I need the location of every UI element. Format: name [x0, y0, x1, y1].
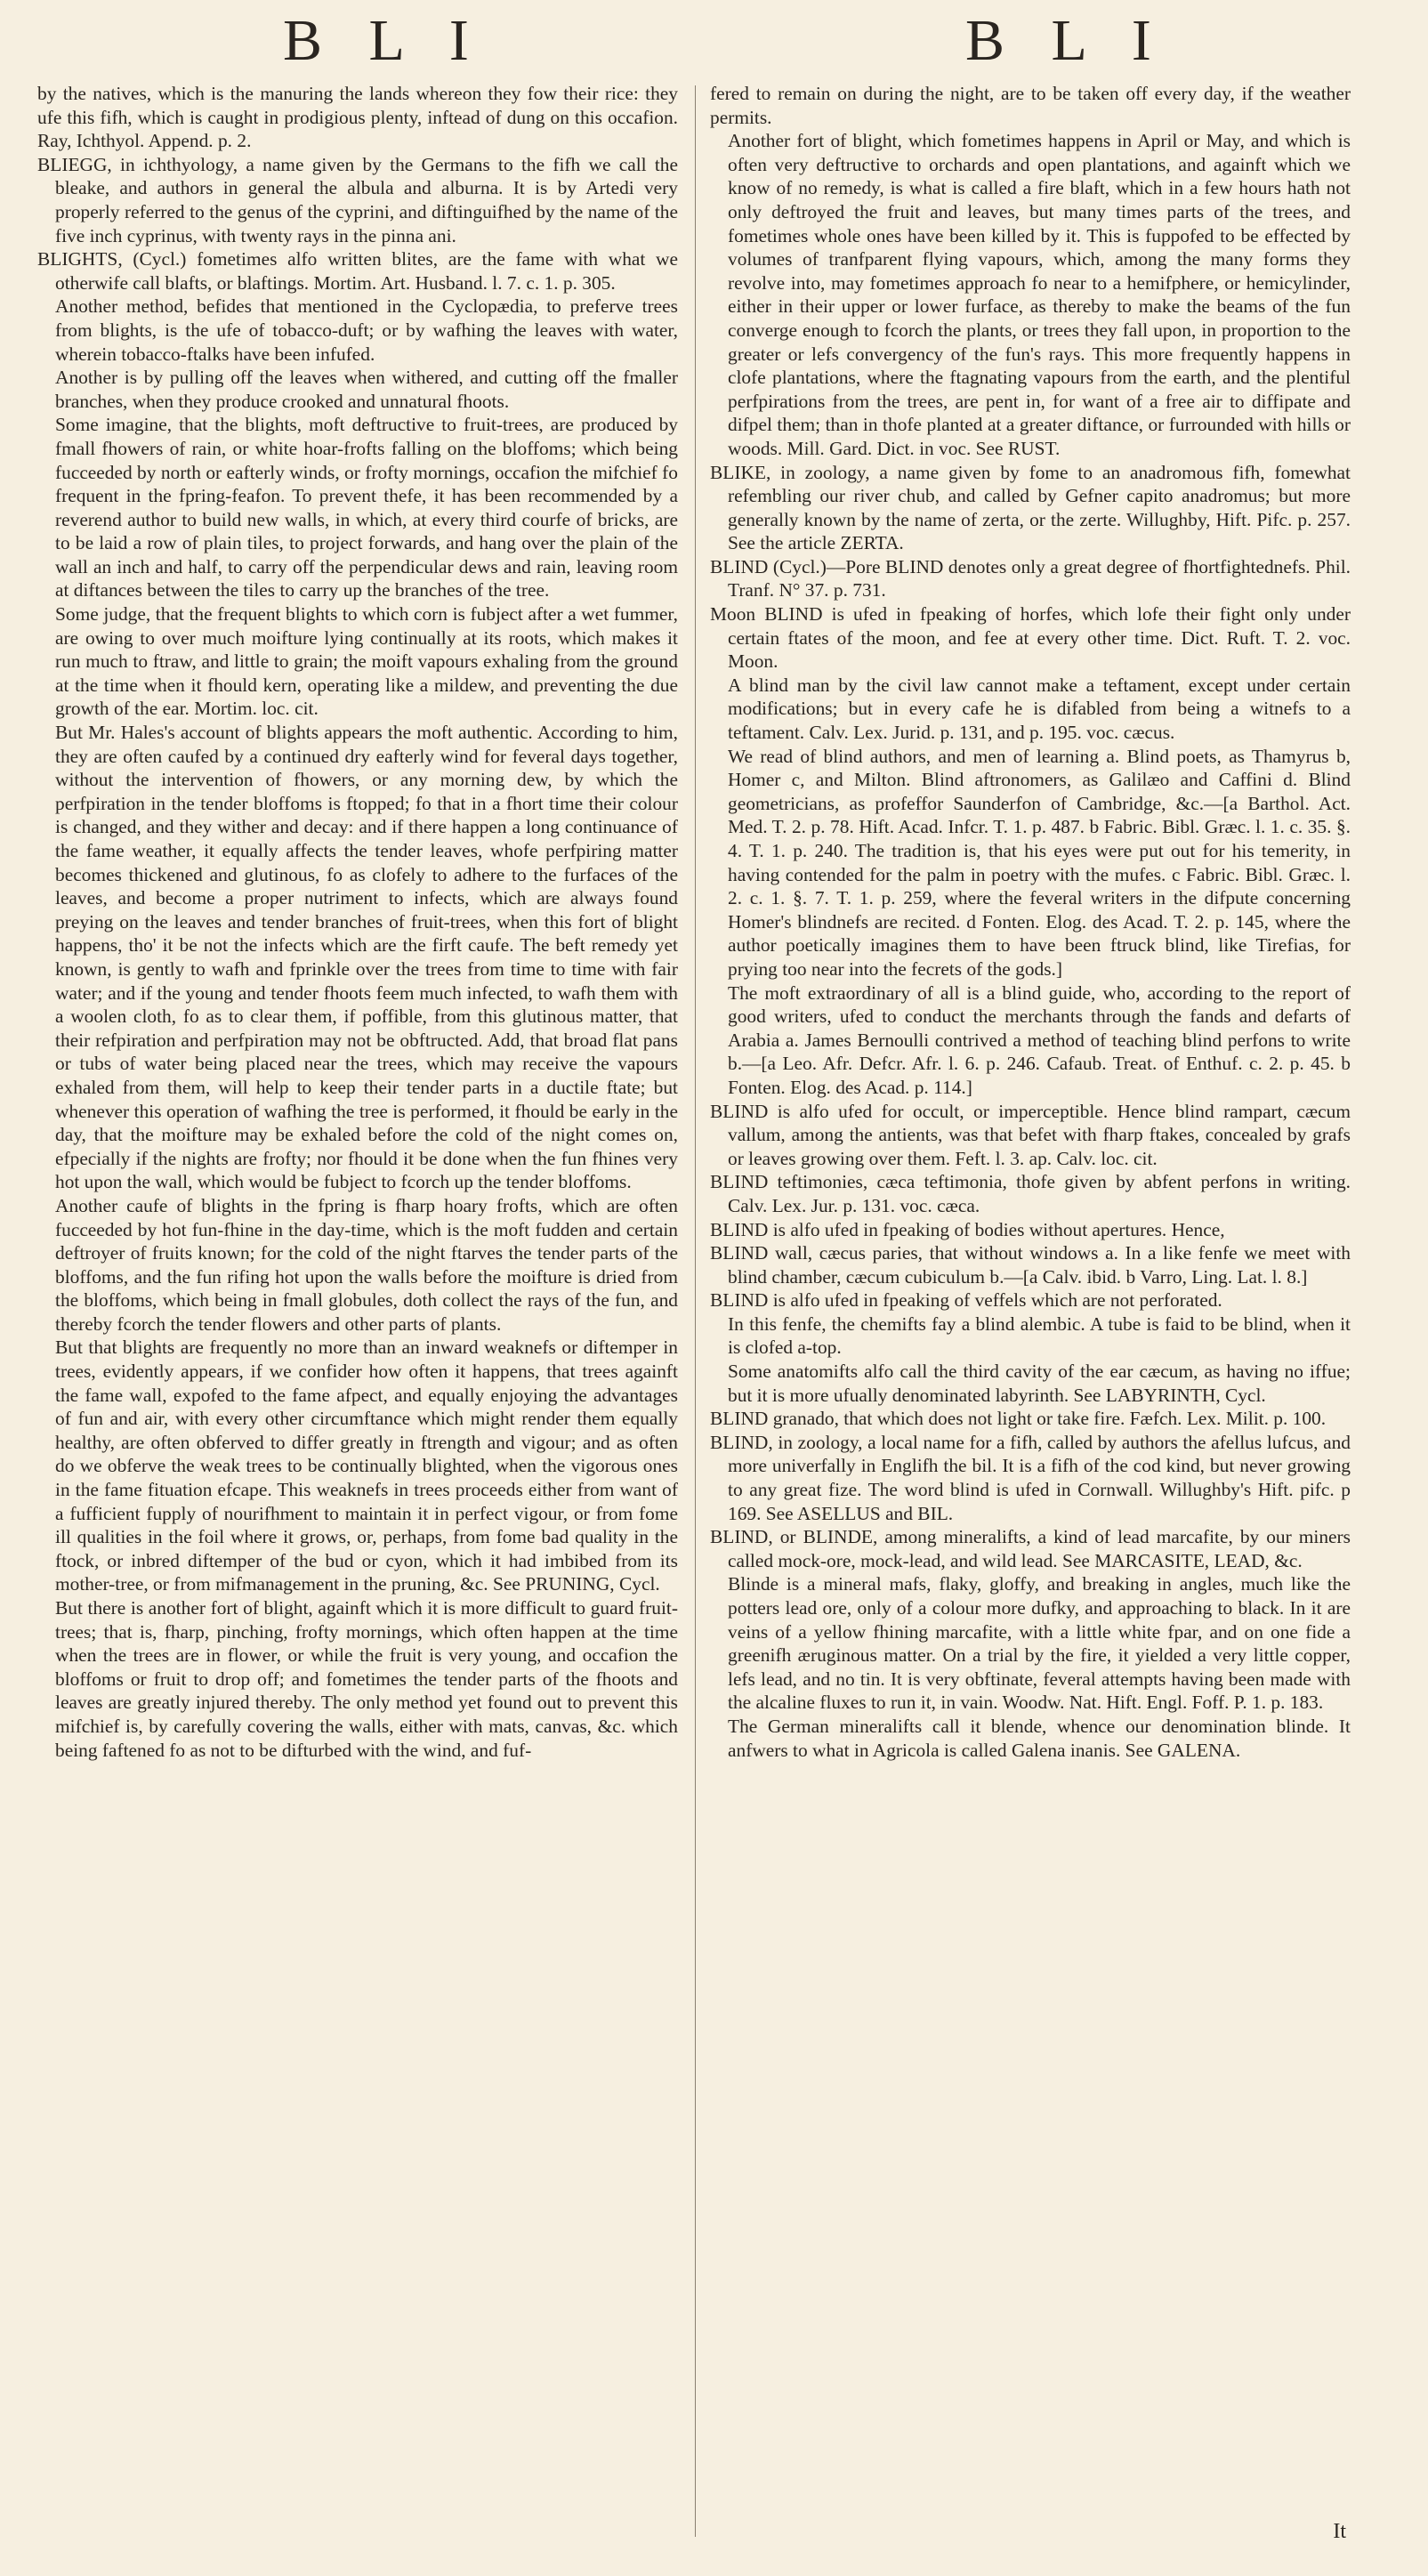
right-column [710, 82, 1351, 2533]
entry-bliegg: BLIEGG, in ichthyology, a name given by the Germans to the fifh we call the bleake, and authors in general the albula and alburna. It is by Artedi very properly referred to the genus of the cyprini, and diftinguifhed by the name of the five inch cyprinus, with twenty rays in the pinna ani. [37, 153, 678, 246]
entry-blind-bodies: BLIND is alfo ufed in fpeaking of bodies without apertures. Hence, [710, 1218, 1225, 1240]
paragraph: Another caufe of blights in the fpring is fharp hoary frofts, which are often fucceeded by hot fun-fhine in the day-time, which is the moft fudden and certain deftroyer of fruits known; for the cold of the night ftarves the tender parts of the bloffoms, and the fun rifing hot upon the walls before the moifture is dried from the bloffoms, which being in fmall globules, doth collect the rays of the fun, and thereby fcorch the tender flowers and other parts of plants. [55, 1194, 678, 1335]
paragraph: But there is another fort of blight, againft which it is more difficult to guard fruit-trees; that is, fharp, pinching, frofty mornings, which often happen at the time when the trees are in flower, or while the fruit is very young, and occafion the bloffoms or fruit to drop off; and fometimes the tender parts of the fhoots and leaves are greatly injured thereby. The only method yet found out to prevent this mifchief is, by carefully covering the walls, either with mats, canvas, &c. which being faftened fo as not to be difturbed with the wind, and fuf- [55, 1597, 678, 1761]
paragraph: The German mineralifts call it blende, whence our denomination blinde. It anfwers to what in Agricola is called Galena inanis. See GALENA. [728, 1715, 1351, 1761]
entry-blike: BLIKE, in zoology, a name given by fome to an anadromous fifh, fomewhat refembling our river chub, and called by Gefner capito anadromus; but more generally known by the name of zerta, or the zerte. Willughby, Hift. Pifc. p. 257. See the article ZERTA. [710, 461, 1351, 554]
paragraph: by the natives, which is the manuring the lands whereon they fow their rice: they ufe this fifh, which is caught in prodigious plenty, inftead of dung on this occafion. Ray, Ichthyol. Append. p. 2. [37, 83, 678, 152]
paragraph: The moft extraordinary of all is a blind guide, who, according to the report of good writers, ufed to conduct the merchants through the fands and defarts of Arabia a. James Bernoulli contrived a method of teaching blind perfons to write b.—[a Leo. Afr. Defcr. Afr. l. 6. p. 246. Cafaub. Treat. of Enthuf. c. 2. p. 45. b Fonten. Elog. des Acad. p. 114.] [728, 981, 1351, 1098]
entry-blind-zoology: BLIND, in zoology, a local name for a fifh, called by authors the afellus lufcus, and more univerfally in Englifh the bil. It is a fifh of the cod kind, but never growing to any great fize. The word blind is ufed in Cornwall. Willughby's Hift. pifc. p 169. See ASELLUS and BIL. [710, 1431, 1351, 1524]
paragraph: Another fort of blight, which fometimes happens in April or May, and which is often very deftructive to orchards and open plantations, and againft which we know of no remedy, is what is called a fire blaft, which in a few hours hath not only deftroyed the fruit and leaves, but many times parts of the trees, and fometimes whole ones have been killed by it. This is fuppofed to be effected by volumes of tranfparent flying vapours, which, among the many forms they revolve into, may fometimes approach fo near to a hemifphere, or hemicylinder, either in their upper or lower furface, as thereby to make the beams of the fun converge enough to fcorch the plants, or trees they fall upon, in proportion to the greater or lefs convergency of the fun's rays. This more frequently happens in clofe plantations, where the ftagnating vapours from the earth, and the plentiful perfpirations from the trees, are pent in, for want of a free air to diffipate and difpel them; than in thofe planted at a greater diftance, or furrounded with hills or woods. Mill. Gard. Dict. in voc. See RUST. [728, 130, 1351, 459]
entry-moon-blind: Moon BLIND is ufed in fpeaking of horfes, which lofe their fight only under certain ftates of the moon, and fee at every other time. Dict. Ruft. T. 2. voc. Moon. [710, 603, 1351, 673]
paragraph: Another method, befides that mentioned in the Cyclopædia, to preferve trees from blights, is the ufe of tobacco-duft; or by wafhing the leaves with water, wherein tobacco-ftalks have been infufed. [55, 295, 678, 365]
paragraph: We read of blind authors, and men of learning a. Blind poets, as Thamyrus b, Homer c, and Milton. Blind aftronomers, as Galilæo and Caffini d. Blind geometricians, as profeffor Saunderfon of Cambridge, &c.—[a Barthol. Act. Med. T. 2. p. 78. Hift. Acad. Infcr. T. 1. p. 487. b Fabric. Bibl. Græc. l. 1. c. 35. §. 4. T. 1. p. 240. The tradition is, that his eyes were put out for his temerity, in having contended for the palm in poetry with the mufes. c Fabric. Bibl. Græc. l. 2. c. 1. §. 7. T. 1. p. 259, where the feveral writers in the difpute concerning Homer's blindnefs are recited. d Fonten. Elog. des Acad. T. 2. p. 145, where the author poetically imagines them to have been ftruck blind, like Tirefias, for prying too near into the fecrets of the gods.] [728, 745, 1351, 980]
header-left-word: B L I [283, 8, 485, 73]
header-right-word: B L I [965, 8, 1167, 73]
paragraph: Some judge, that the frequent blights to which corn is fubject after a wet fummer, are owing to over much moifture lying continually at its roots, which makes it run much to ftraw, and little to grain; the moift vapours exhaling from the ground at the time when it fhould kern, operating like a mildew, and preventing the due growth of the ear. Mortim. loc. cit. [55, 603, 678, 720]
entry-blights: BLIGHTS, (Cycl.) fometimes alfo written blites, are the fame with what we otherwife call blafts, or blaftings. Mortim. Art. Husband. l. 7. c. 1. p. 305. [37, 248, 678, 294]
entry-blind-wall: BLIND wall, cæcus paries, that without windows a. In a like fenfe we meet with blind chamber, cæcum cubiculum b.—[a Calv. ibid. b Varro, Ling. Lat. l. 8.] [710, 1242, 1351, 1288]
column-divider [695, 85, 696, 2537]
entry-blind-occult: BLIND is alfo ufed for occult, or imperceptible. Hence blind rampart, cæcum vallum, among the antients, was that befet with fharp ftakes, concealed by grafs or leaves growing over them. Feft. l. 3. ap. Calv. loc. cit. [710, 1100, 1351, 1169]
paragraph: In this fenfe, the chemifts fay a blind alembic. A tube is faid to be blind, when it is clofed a-top. [728, 1312, 1351, 1359]
paragraph: Some imagine, that the blights, moft deftructive to fruit-trees, are produced by fmall fhowers of rain, or white hoar-frofts falling on the bloffoms; which being fucceeded by north or eafterly winds, or frofty mornings, occafion the mifchief fo frequent in the fpring-feafon. To prevent thefe, it has been recommended by a reverend author to build new walls, in which, at every third courfe of bricks, are to be laid a row of plain tiles, to project forwards, and hang over the plain of the wall an inch and half, to carry off the perpendicular dews and rain, leaving room at diftances between the tiles to carry up the branches of the tree. [55, 414, 678, 602]
paragraph: fered to remain on during the night, are to be taken off every day, if the weather permits. [710, 83, 1351, 128]
paragraph: Another is by pulling off the leaves when withered, and cutting off the fmaller branches, when they produce crooked and unnatural fhoots. [55, 367, 678, 412]
paragraph: Blinde is a mineral mafs, flaky, gloffy, and breaking in angles, much like the potters lead ore, only of a colour more dufky, and approaching to black. In it are veins of a yellow fhining marcafite, with a little white fpar, and on one fide a greenifh æruginous matter. On a trial by the fire, it yielded a very little copper, lefs lead, and no tin. It is very obftinate, feveral attempts having been made with the alcaline fluxes to run it, in vain. Woodw. Nat. Hift. Engl. Foff. P. 1. p. 183. [728, 1573, 1351, 1714]
entry-blinde: BLIND, or BLINDE, among mineralifts, a kind of lead marcafite, by our miners called mock-ore, mock-lead, and wild lead. See MARCASITE, LEAD, &c. [710, 1526, 1351, 1571]
paragraph: Some anatomifts alfo call the third cavity of the ear cæcum, as having no iffue; but it is more ufually denominated labyrinth. See LABYRINTH, Cycl. [728, 1361, 1351, 1406]
entry-blind-testimonies: BLIND teftimonies, cæca teftimonia, thofe given by abfent perfons in writing. Calv. Lex. Jur. p. 131. voc. cæca. [710, 1171, 1351, 1216]
left-column [37, 82, 678, 2533]
entry-blind: BLIND (Cycl.)—Pore BLIND denotes only a great degree of fhortfightednefs. Phil. Tranf. N° 37. p. 731. [710, 555, 1351, 602]
running-header [0, 7, 1428, 78]
entry-blind-vessels: BLIND is alfo ufed in fpeaking of veffels which are not perforated. [710, 1289, 1222, 1312]
paragraph: But that blights are frequently no more than an inward weaknefs or diftemper in trees, evidently appears, if we confider how often it happens, that trees againft the fame wall, expofed to the fame afpect, and equally enjoying the advantages of fun and air, with every other circumftance which might render them equally healthy, are often obferved to differ greatly in ftrength and vigour; and as often do we obferve the weak trees to be continually blighted, when the vigorous ones in the fame fituation efcape. This weaknefs in trees proceeds either from want of a fufficient fupply of nourifhment to maintain it in perfect vigour, or from fome ill qualities in the foil where it grows, or, perhaps, from fome bad quality in the ftock, or inbred diftemper of the bud or cyon, which it had imbibed from its mother-tree, or from mifmanagement in the pruning, &c. See PRUNING, Cycl. [55, 1336, 678, 1595]
catchword: It [1333, 2520, 1346, 2543]
paragraph: But Mr. Hales's account of blights appears the moft authentic. According to him, they are often caufed by a continued dry eafterly wind for feveral days together, without the intervention of fhowers, or any morning dew, by which the perfpiration in the tender bloffoms is ftopped; fo that in a fhort time their colour is changed, and they wither and decay: and if there happen a long continuance of the fame weather, it equally affects the tender leaves, whofe perfpiring matter becomes thickened and glutinous, fo as clofely to adhere to the furfaces of the leaves, and become a proper nutriment to infects, which are always found preying on the leaves and tender branches of fruit-trees, when this fort of blight happens, tho' it be not the infects which are the firft caufe. The beft remedy yet known, is gently to wafh and fprinkle over the trees from time to time with fair water; and if the young and tender fhoots feem much infected, to wafh them with a woolen cloth, fo as to clear them, if poffible, from this glutinous matter, that their refpiration and perfpiration may not be obftructed. Add, that broad flat pans or tubs of water being placed near the trees, which may receive the vapours exhaled from them, will help to keep their tender parts in a ductile ftate; but whenever this operation of wafhing the tree is performed, it fhould be early in the day, that the moifture may be exhaled before the cold of the night comes on, efpecially if the nights are frofty; nor fhould it be done when the fun fhines very hot upon the wall, which would be fubject to fcorch up the tender bloffoms. [55, 722, 678, 1193]
paragraph: A blind man by the civil law cannot make a teftament, except under certain modifications; but in every cafe he is difabled from being a witnefs to a teftament. Calv. Lex. Jurid. p. 131, and p. 195. voc. cæcus. [728, 674, 1351, 744]
entry-blind-granado: BLIND granado, that which does not light or take fire. Fæfch. Lex. Milit. p. 100. [710, 1408, 1327, 1430]
